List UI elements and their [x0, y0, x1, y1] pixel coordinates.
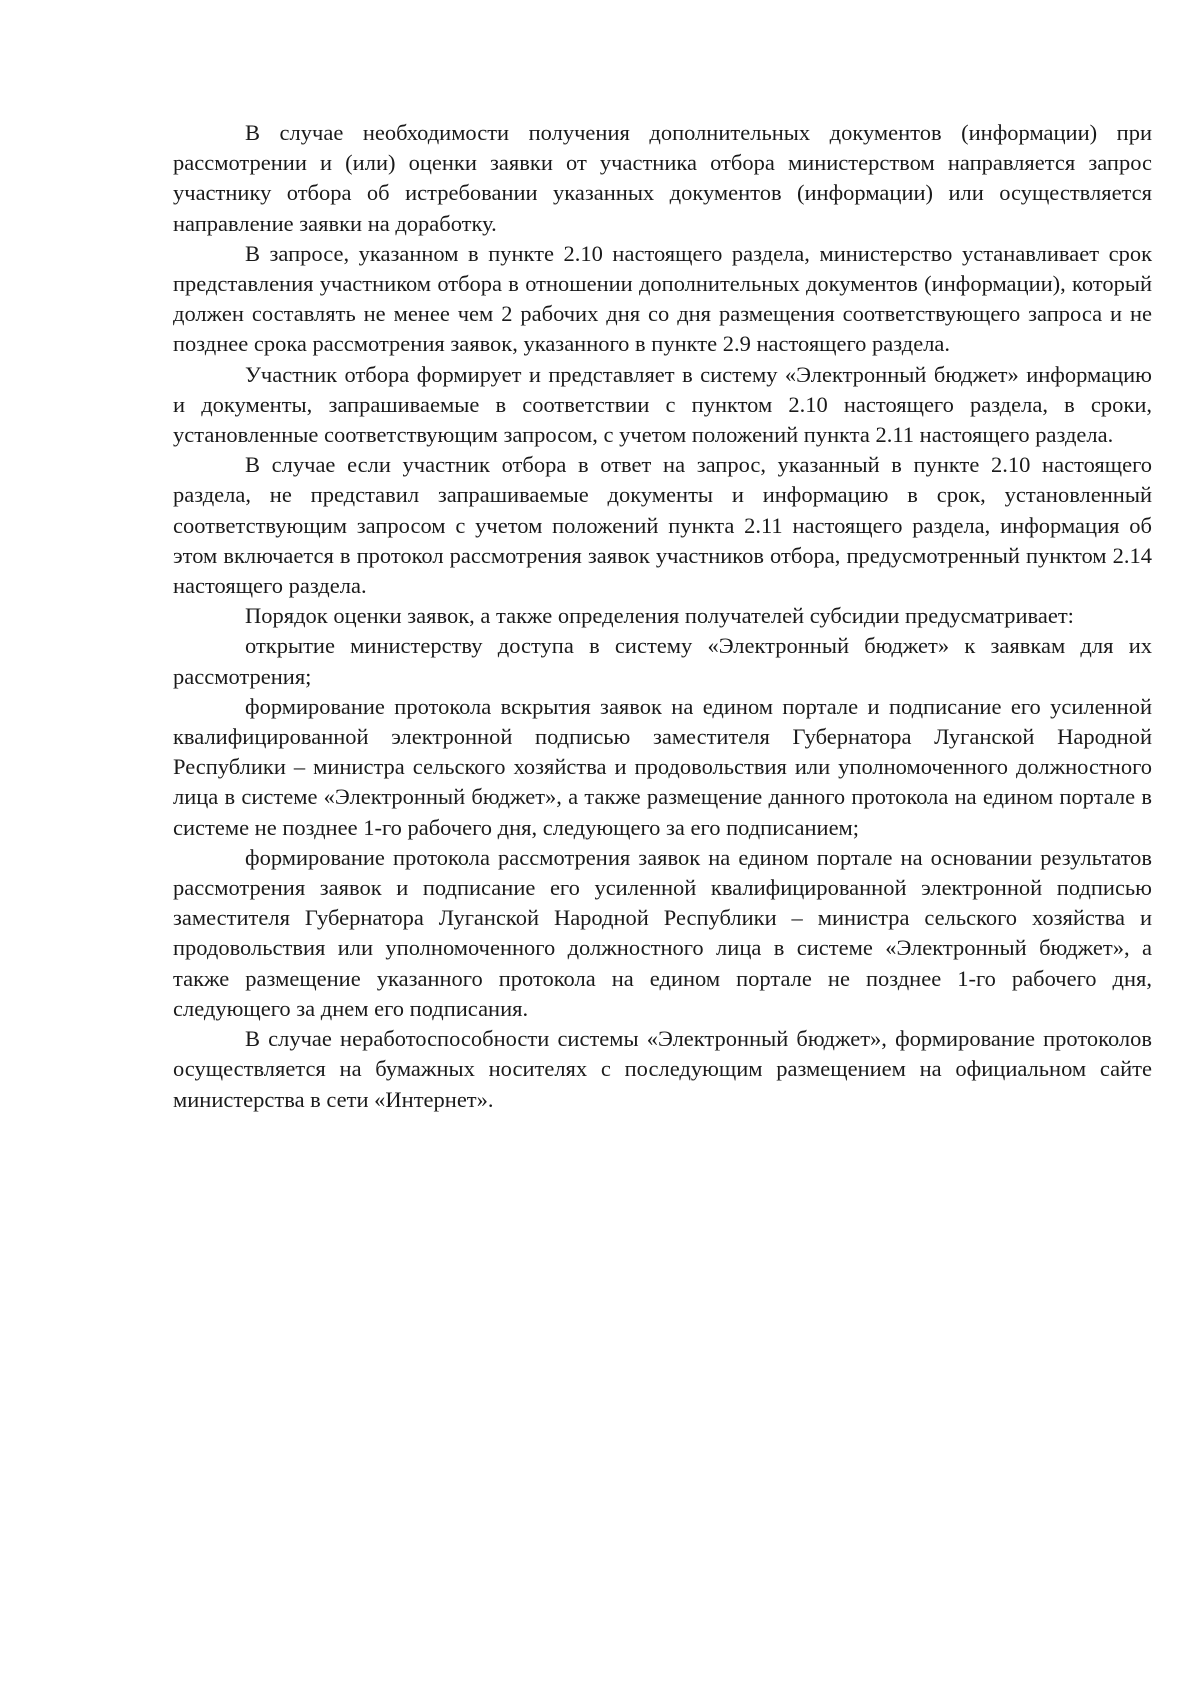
- paragraph-1: В случае необходимости получения дополнительных документов (информации) при рассмотрении и (или) оценки заявки от участника отбора министерством направляется запрос участнику отбора об истребовании указанных документов (информации) или осуществляется направление заявки на доработку.: [173, 120, 1152, 236]
- document-page: [173, 118, 1152, 1115]
- paragraph-7: формирование протокола вскрытия заявок на едином портале и подписание его усиленной квалифицированной электронной подписью заместителя Губернатора Луганской Народной Республики – министра сельского хозяйства и продовольствия или уполномоченного должностного лица в системе «Электронный бюджет», а также размещение данного протокола на едином портале в системе не позднее 1-го рабочего дня, следующего за его подписанием;: [173, 693, 1152, 840]
- paragraph-5: Порядок оценки заявок, а также определения получателей субсидии предусматривает:: [245, 603, 1074, 629]
- paragraph-6: открытие министерству доступа в систему «Электронный бюджет» к заявкам для их рассмотрения;: [173, 633, 1152, 689]
- paragraph-9: В случае неработоспособности системы «Электронный бюджет», формирование протоколов осуществляется на бумажных носителях с последующим размещением на официальном сайте министерства в сети «Интернет».: [173, 1026, 1152, 1112]
- paragraph-8: формирование протокола рассмотрения заявок на едином портале на основании результатов рассмотрения заявок и подписание его усиленной квалифицированной электронной подписью заместителя Губернатора Луганской Народной Республики – министра сельского хозяйства и продовольствия или уполномоченного должностного лица в системе «Электронный бюджет», а также размещение указанного протокола на едином портале не позднее 1-го рабочего дня, следующего за днем его подписания.: [173, 844, 1152, 1021]
- paragraph-3: Участник отбора формирует и представляет в систему «Электронный бюджет» информацию и документы, запрашиваемые в соответствии с пунктом 2.10 настоящего раздела, в сроки, установленные соответствующим запросом, с учетом положений пункта 2.11 настоящего раздела.: [173, 361, 1152, 448]
- paragraph-4: В случае если участник отбора в ответ на запрос, указанный в пункте 2.10 настоящего раздела, не представил запрашиваемые документы и информацию в срок, установленный соответствующим запросом с учетом положений пункта 2.11 настоящего раздела, информация об этом включается в протокол рассмотрения заявок участников отбора, предусмотренный пунктом 2.14 настоящего раздела.: [173, 452, 1152, 599]
- paragraph-2: В запросе, указанном в пункте 2.10 настоящего раздела, министерство устанавливает срок представления участником отбора в отношении дополнительных документов (информации), который должен составлять не менее чем 2 рабочих дня со дня размещения соответствующего запроса и не позднее срока рассмотрения заявок, указанного в пункте 2.9 настоящего раздела.: [173, 240, 1152, 357]
